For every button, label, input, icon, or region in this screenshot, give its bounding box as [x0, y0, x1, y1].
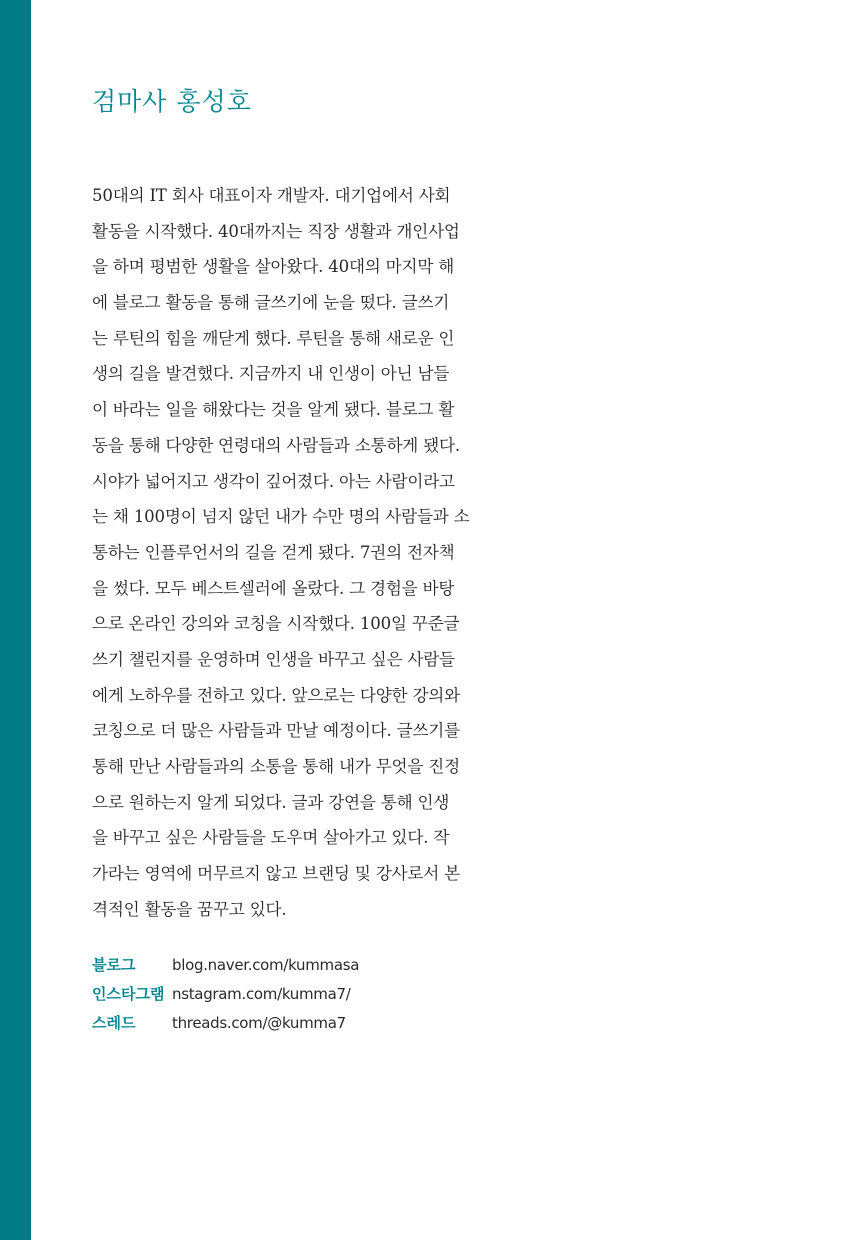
- bio-line: 코칭으로 더 많은 사람들과 만날 예정이다. 글쓰기를: [92, 721, 460, 741]
- bio-line: 으로 온라인 강의와 코칭을 시작했다. 100일 꾸준글: [92, 614, 460, 634]
- bio-line: 을 바꾸고 싶은 사람들을 도우며 살아가고 있다. 작: [92, 828, 450, 848]
- bio-line: 을 썼다. 모두 베스트셀러에 올랐다. 그 경험을 바탕: [92, 578, 455, 598]
- bio-line: 이 바라는 일을 해왔다는 것을 알게 됐다. 블로그 활: [92, 400, 455, 420]
- instagram-link-row: [92, 980, 359, 1009]
- bio-line: 50대의 IT 회사 대표이자 개발자. 대기업에서 사회: [92, 186, 451, 205]
- author-bio: [92, 178, 512, 927]
- bio-line: 생의 길을 발견했다. 지금까지 내 인생이 아닌 남들: [92, 364, 450, 384]
- bio-line: 동을 통해 다양한 연령대의 사람들과 소통하게 됐다.: [92, 435, 460, 455]
- bio-line: 격적인 활동을 꿈꾸고 있다.: [92, 899, 287, 919]
- bio-line: 에게 노하우를 전하고 있다. 앞으로는 다양한 강의와: [92, 685, 460, 705]
- bio-line: 가라는 영역에 머무르지 않고 브랜딩 및 강사로서 본: [92, 864, 460, 884]
- bio-line: 으로 원하는지 알게 되었다. 글과 강연을 통해 인생: [92, 792, 450, 812]
- bio-line: 통해 만난 사람들과의 소통을 통해 내가 무엇을 진정: [92, 757, 460, 776]
- bio-line: 통하는 인플루언서의 길을 걷게 됐다. 7권의 전자책: [92, 542, 455, 562]
- threads-link-row: [92, 1009, 359, 1038]
- instagram-url[interactable]: nstagram.com/kumma7/: [172, 985, 351, 1003]
- instagram-label: 인스타그램: [92, 985, 165, 1003]
- bio-line: 시야가 넓어지고 생각이 깊어졌다. 아는 사람이라고: [92, 471, 455, 491]
- blog-link-row: [92, 951, 359, 980]
- author-name: 검마사 홍성호: [92, 87, 252, 116]
- blog-label: 블로그: [92, 956, 136, 974]
- threads-label: 스레드: [92, 1014, 136, 1032]
- bio-line: 에 블로그 활동을 통해 글쓰기에 눈을 떴다. 글쓰기: [92, 293, 450, 313]
- threads-url[interactable]: threads.com/@kumma7: [172, 1014, 346, 1032]
- accent-side-bar: [0, 0, 31, 1240]
- social-links: [92, 951, 359, 1038]
- bio-line: 활동을 시작했다. 40대까지는 직장 생활과 개인사업: [92, 221, 460, 241]
- bio-line: 쓰기 챌린지를 운영하며 인생을 바꾸고 싶은 사람들: [92, 649, 455, 669]
- bio-line: 을 하며 평범한 생활을 살아왔다. 40대의 마지막 해: [92, 257, 455, 277]
- bio-line: 는 채 100명이 넘지 않던 내가 수만 명의 사람들과 소: [92, 507, 470, 527]
- blog-url[interactable]: blog.naver.com/kummasa: [172, 956, 360, 974]
- bio-line: 는 루틴의 힘을 깨닫게 했다. 루틴을 통해 새로운 인: [92, 328, 455, 348]
